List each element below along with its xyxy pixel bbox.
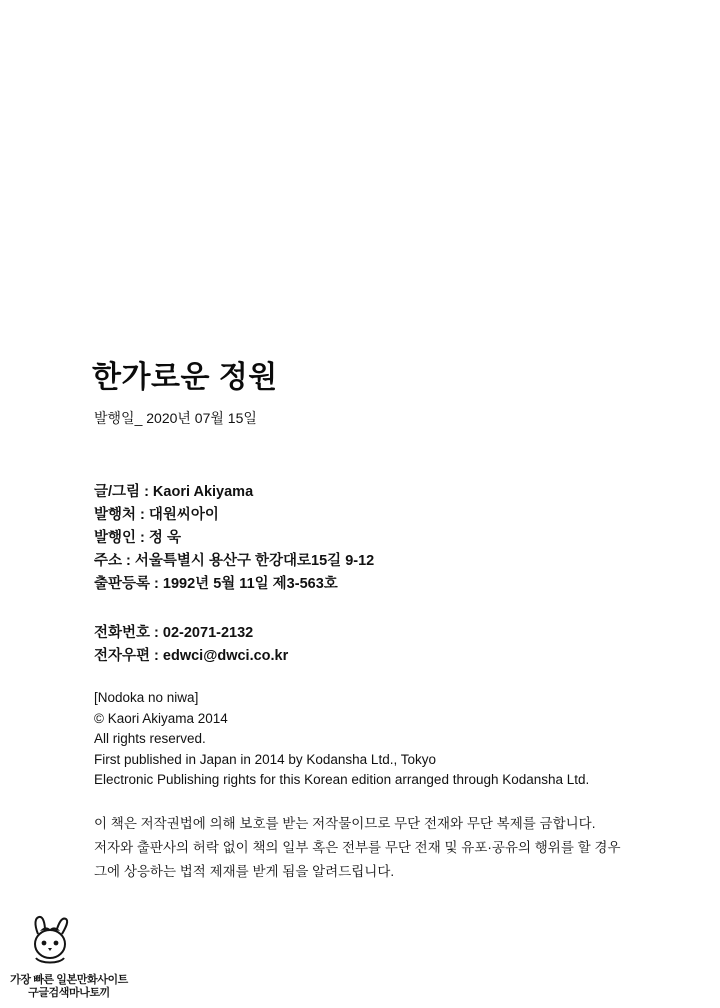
watermark-line-1: 가장 빠른 일본만화사이트 [10, 974, 128, 986]
email-line: 전자우편 : edwci@dwci.co.kr [94, 648, 289, 664]
imprint-line: 글/그림 : Kaori Akiyama [94, 484, 254, 500]
rights-block [94, 688, 589, 791]
notice-line: 그에 상응하는 법적 제재를 받게 됨을 알려드립니다. [94, 864, 395, 879]
phone-line: 전화번호 : 02-2071-2132 [94, 625, 254, 641]
publish-date: 발행일_ 2020년 07월 15일 [94, 410, 257, 426]
rights-line: Electronic Publishing rights for this Korean edition arranged through Kodansha Ltd. [94, 772, 590, 787]
watermark [10, 914, 128, 1000]
imprint-line: 주소 : 서울특별시 용산구 한강대로15길 9-12 [94, 553, 375, 569]
imprint-line: 발행인 : 정 욱 [94, 530, 181, 546]
rights-line: [Nodoka no niwa] [94, 690, 199, 705]
watermark-line-2: 구글검색마나토끼 [28, 987, 110, 999]
imprint-block [94, 481, 374, 596]
page-title: 한가로운 정원 [92, 361, 278, 394]
rights-line: First published in Japan in 2014 by Kodansha Ltd., Tokyo [94, 751, 436, 767]
notice-line: 저자와 출판사의 허락 없이 책의 일부 혹은 전부를 무단 전재 및 유포·공유의 행위를 할 경우 [94, 840, 621, 855]
notice-line: 이 책은 저작권법에 의해 보호를 받는 저작물이므로 무단 전재와 무단 복제를 금합니다. [94, 816, 596, 831]
copyright-notice-block [94, 812, 620, 884]
imprint-line: 발행처 : 대원씨아이 [94, 507, 219, 523]
contact-block [94, 622, 288, 668]
rights-line: © Kaori Akiyama 2014 [94, 710, 228, 726]
rabbit-mascot-icon [22, 914, 78, 966]
watermark-text [10, 974, 128, 1000]
rights-line: All rights reserved. [94, 731, 206, 746]
imprint-line: 출판등록 : 1992년 5월 11일 제3-563호 [94, 576, 338, 592]
